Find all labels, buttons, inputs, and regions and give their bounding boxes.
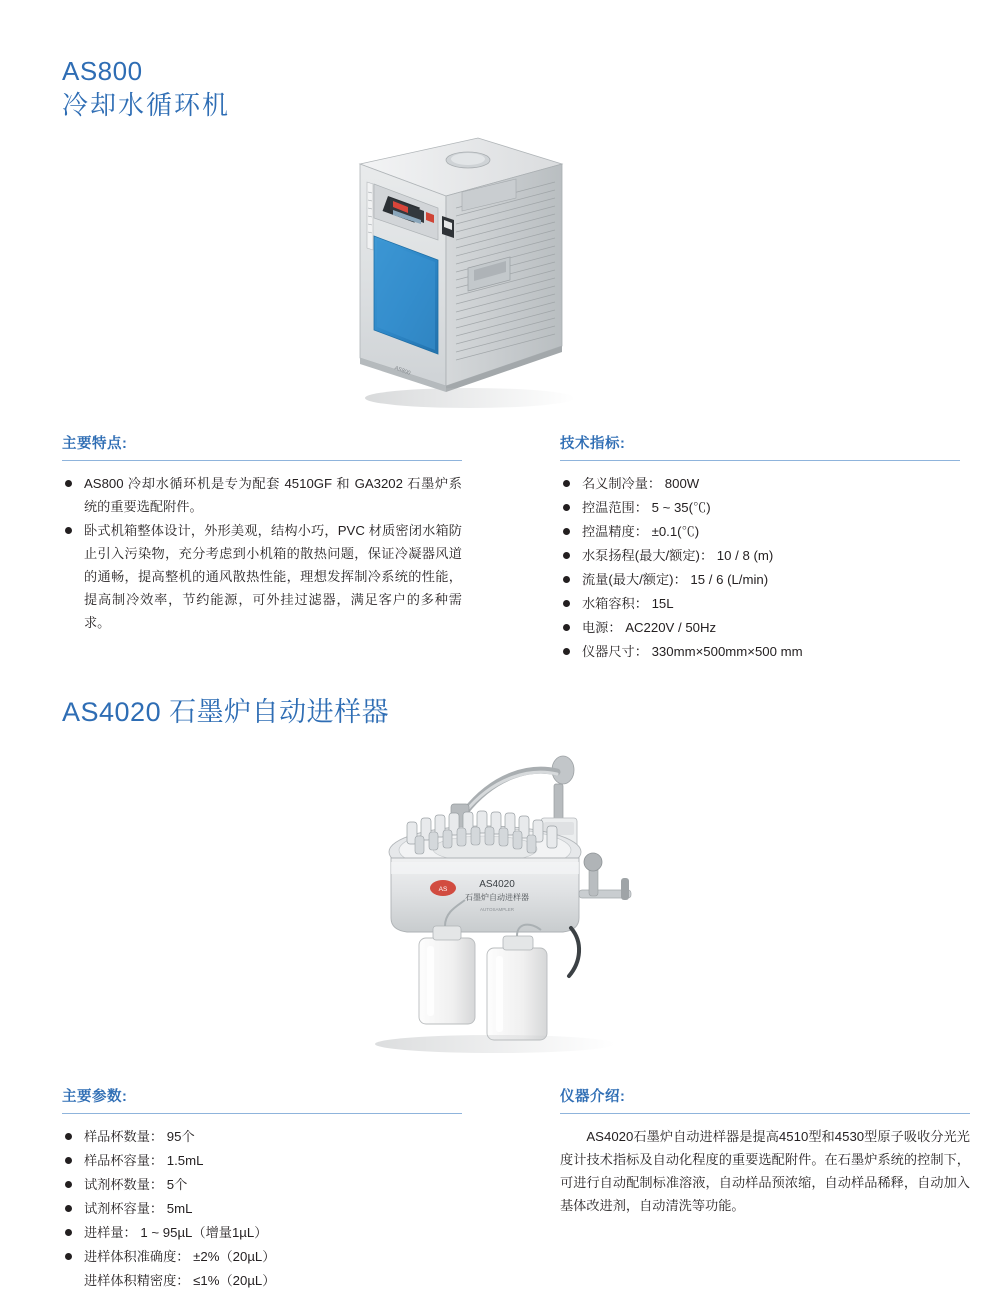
intro-heading: 仪器介绍: [560, 1089, 626, 1105]
intro-paragraph: AS4020石墨炉自动进样器是提高4510型和4530型原子吸收分光光度计技术指标及自动化程度的重要选配附件。在石墨炉系统的控制下，可进行自动配制标准溶液，自动样品预浓缩，自动样品稀释，自动加入基体改进剂，自动清洗等功能。 [560, 1129, 970, 1213]
product2-intro-block [560, 1085, 970, 1217]
product1-photo-chiller [350, 120, 640, 420]
params-divider [62, 1113, 462, 1114]
list-item: 试剂杯容量： 5mL [62, 1197, 462, 1220]
list-item: 控温范围： 5 ~ 35(℃) [560, 496, 960, 519]
chiller-logo-text: AS800 [393, 365, 412, 377]
list-item: 水箱容积： 15L [560, 592, 960, 615]
params-list [62, 1125, 462, 1268]
product2-photo-autosampler [345, 740, 675, 1060]
list-item: 试剂杯数量： 5个 [62, 1173, 462, 1196]
intro-divider [560, 1113, 970, 1114]
params-heading: 主要参数: [62, 1089, 128, 1105]
specs-list [560, 472, 960, 663]
list-item: 水泵扬程(最大/额定)： 10 / 8 (m) [560, 544, 960, 567]
svg-text:AS: AS [438, 886, 448, 893]
product2-params-block [62, 1085, 462, 1292]
list-item: 电源： AC220V / 50Hz [560, 616, 960, 639]
list-item: 进样体积准确度： ±2%（20µL） [62, 1245, 462, 1268]
list-item: 卧式机箱整体设计，外形美观，结构小巧，PVC 材质密闭水箱防止引入污染物，充分考虑到小机箱的散热问题，保证冷凝器风道的通畅，提高整机的通风散热性能，理想发挥制冷系统的性能，提高制冷效率，节约能源，可外挂过滤器，满足客户的多种需求。 [62, 519, 462, 634]
list-item: 流量(最大/额定)： 15 / 6 (L/min) [560, 568, 960, 591]
autosampler-model-text: AS4020 [479, 879, 515, 890]
autosampler-name-text: 石墨炉自动进样器 [465, 893, 529, 902]
product2-title: AS4020 石墨炉自动进样器 [62, 697, 390, 727]
list-item: 仪器尺寸： 330mm×500mm×500 mm [560, 640, 960, 663]
list-item: 样品杯容量： 1.5mL [62, 1149, 462, 1172]
features-divider [62, 460, 462, 461]
list-item: 样品杯数量： 95个 [62, 1125, 462, 1148]
product1-specs-block [560, 432, 960, 664]
features-heading: 主要特点: [62, 436, 128, 452]
product1-title-name: 冷却水循环机 [62, 90, 231, 120]
autosampler-logo [430, 880, 456, 896]
product1-features-block [62, 432, 462, 635]
list-item: 进样量： 1 ~ 95µL（增量1µL） [62, 1221, 462, 1244]
specs-heading: 技术指标: [560, 436, 626, 452]
list-item: 名义制冷量： 800W [560, 472, 960, 495]
product1-title-model: AS800 [62, 56, 143, 86]
list-item: AS800 冷却水循环机是专为配套 4510GF 和 GA3202 石墨炉系统的重要选配附件。 [62, 472, 462, 518]
svg-text:AUTOSAMPLER: AUTOSAMPLER [480, 907, 514, 912]
features-list [62, 472, 462, 634]
specs-divider [560, 460, 960, 461]
param-sub-line: 进样体积精密度： ≤1%（20µL） [84, 1273, 276, 1288]
list-item: 控温精度： ±0.1(℃) [560, 520, 960, 543]
product1-title [62, 54, 230, 122]
